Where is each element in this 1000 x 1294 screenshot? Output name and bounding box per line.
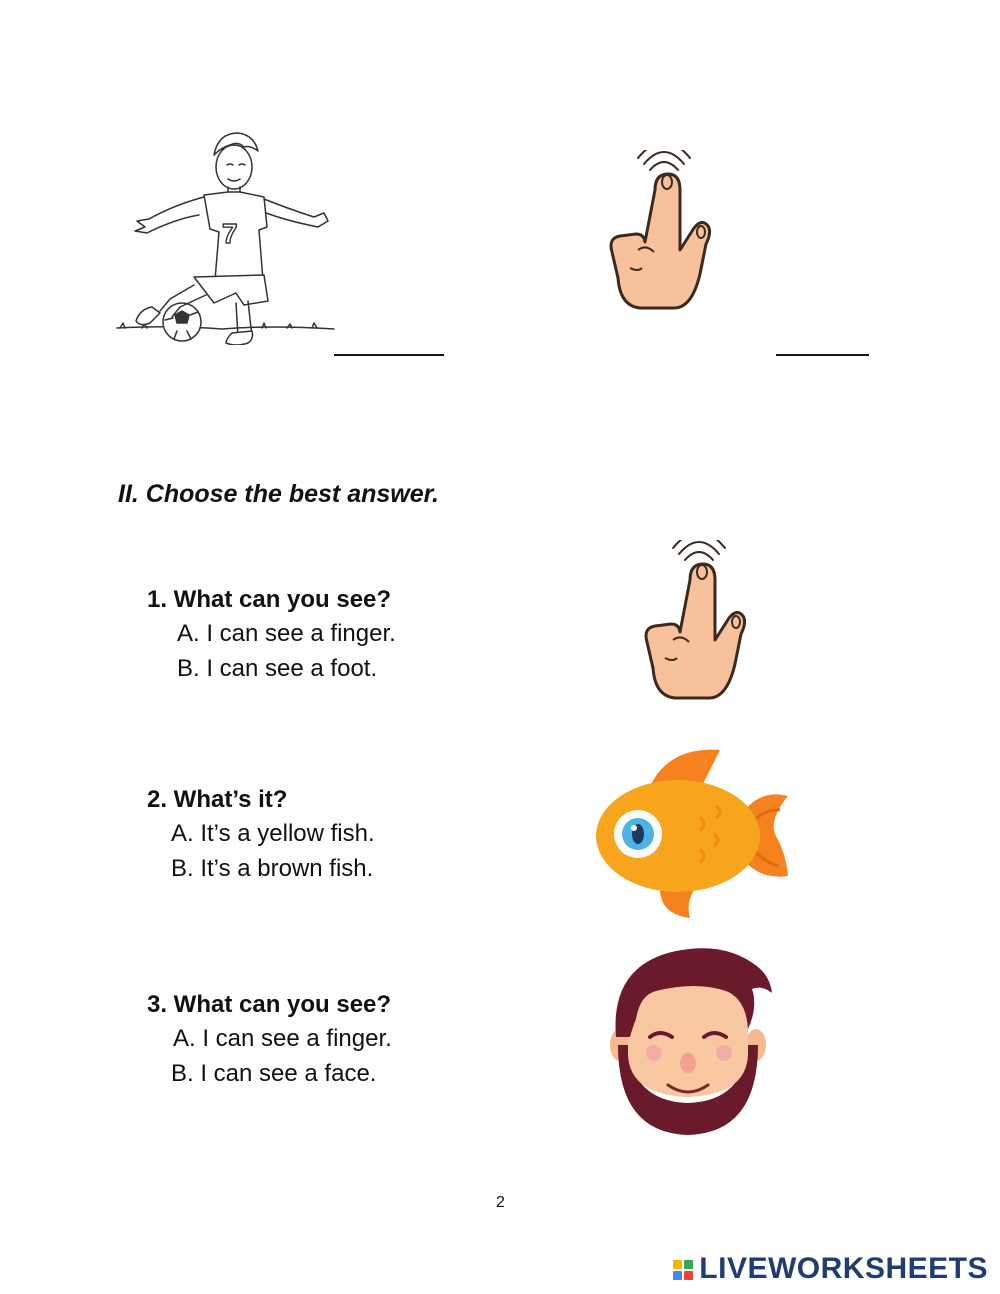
- section-title: II. Choose the best answer.: [118, 480, 439, 508]
- question-2: [147, 786, 375, 883]
- question-1: [147, 586, 396, 683]
- liveworksheets-logo: [673, 1252, 988, 1286]
- svg-text:7: 7: [222, 218, 238, 249]
- pointing-finger-image: [600, 150, 715, 330]
- question-3-text: 3. What can you see?: [147, 991, 392, 1018]
- question-3-option-a[interactable]: A. I can see a finger.: [173, 1025, 392, 1052]
- answer-blank-1[interactable]: [334, 330, 444, 356]
- question-2-option-b[interactable]: B. It’s a brown fish.: [171, 855, 374, 882]
- page-number: 2: [496, 1194, 505, 1211]
- question-1-finger-image: [635, 540, 750, 720]
- question-1-text: 1. What can you see?: [147, 586, 392, 613]
- question-1-option-a[interactable]: A. I can see a finger.: [177, 620, 396, 647]
- soccer-player-image: [112, 125, 342, 345]
- question-1-option-b[interactable]: B. I can see a foot.: [177, 655, 378, 682]
- bearded-face-image: [610, 945, 775, 1137]
- logo-mark-icon: [673, 1260, 693, 1280]
- answer-blank-2[interactable]: [776, 330, 869, 356]
- question-2-text: 2. What’s it?: [147, 786, 288, 813]
- question-2-option-a[interactable]: A. It’s a yellow fish.: [171, 820, 375, 847]
- goldfish-image: [590, 748, 795, 923]
- question-3-option-b[interactable]: B. I can see a face.: [171, 1060, 377, 1087]
- logo-text: LIVEWORKSHEETS: [699, 1252, 988, 1285]
- question-3: [147, 991, 392, 1088]
